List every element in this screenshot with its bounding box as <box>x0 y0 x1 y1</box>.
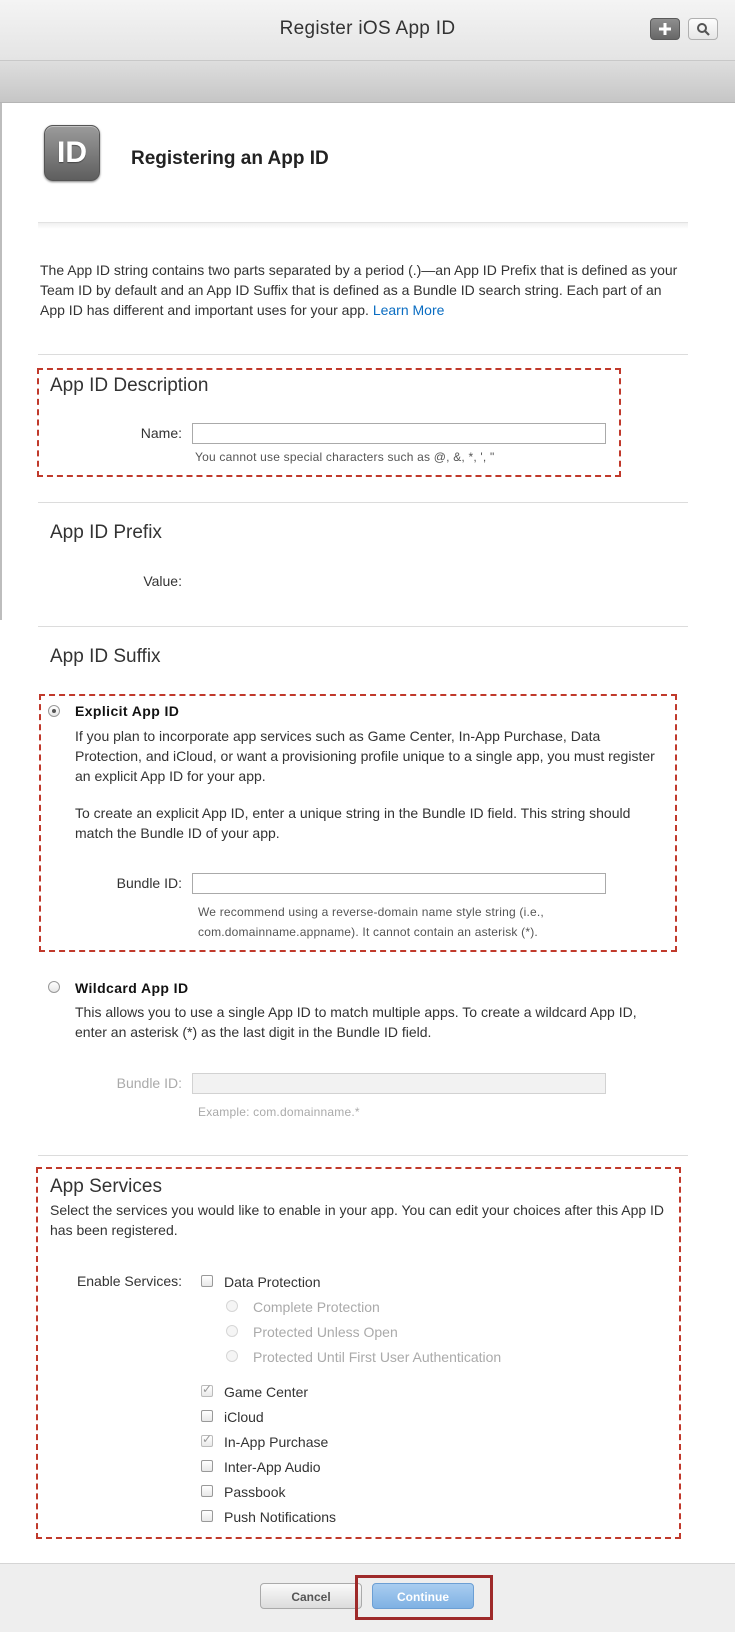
game-center-checkbox[interactable] <box>201 1385 213 1397</box>
suffix-section-title: App ID Suffix <box>50 646 161 667</box>
search-icon <box>696 22 710 36</box>
protected-until-auth-label: Protected Until First User Authentication <box>253 1349 502 1365</box>
prefix-section-title: App ID Prefix <box>50 522 162 543</box>
icloud-checkbox[interactable] <box>201 1410 213 1422</box>
passbook-checkbox[interactable] <box>201 1485 213 1497</box>
divider <box>38 502 688 503</box>
push-notifications-checkbox[interactable] <box>201 1510 213 1522</box>
name-hint: You cannot use special characters such as @, &, *, ', " <box>195 450 495 464</box>
page-title: Registering an App ID <box>131 148 329 169</box>
toolbar-band <box>0 61 735 103</box>
add-button[interactable] <box>650 18 680 40</box>
intro-text <box>40 260 680 320</box>
in-app-purchase-label: In-App Purchase <box>224 1434 329 1450</box>
explicit-bundle-hint-2: com.domainname.appname). It cannot contain an asterisk (*). <box>198 925 538 939</box>
game-center-label: Game Center <box>224 1384 309 1400</box>
hero-divider <box>38 222 688 229</box>
passbook-label: Passbook <box>224 1484 286 1500</box>
icloud-label: iCloud <box>224 1409 264 1425</box>
name-label: Name: <box>140 425 182 441</box>
push-notifications-label: Push Notifications <box>224 1509 337 1525</box>
data-protection-checkbox[interactable] <box>201 1275 213 1287</box>
protected-unless-open-radio[interactable] <box>226 1325 238 1337</box>
explicit-app-id-radio[interactable] <box>48 705 60 717</box>
explicit-instructions: To create an explicit App ID, enter a unique string in the Bundle ID field. This string should match the Bundle ID of your app. <box>75 805 631 841</box>
services-description: Select the services you would like to enable in your app. You can edit your choices after this App ID has been registered. <box>50 1202 665 1238</box>
cancel-button[interactable]: Cancel <box>260 1583 362 1609</box>
protected-unless-open-label: Protected Unless Open <box>253 1324 398 1340</box>
explicit-bundle-id-label: Bundle ID: <box>116 875 182 891</box>
in-app-purchase-checkbox[interactable] <box>201 1435 213 1447</box>
continue-button[interactable]: Continue <box>372 1583 474 1609</box>
explicit-bundle-id-field[interactable] <box>192 873 606 894</box>
complete-protection-label: Complete Protection <box>253 1299 380 1315</box>
description-section-title: App ID Description <box>50 375 209 396</box>
continue-highlight-box <box>355 1575 493 1620</box>
wildcard-app-id-title: Wildcard App ID <box>75 980 189 996</box>
explicit-app-id-title: Explicit App ID <box>75 703 180 719</box>
wildcard-bundle-id-label: Bundle ID: <box>116 1075 182 1091</box>
prefix-value-label: Value: <box>143 573 182 589</box>
learn-more-link[interactable]: Learn More <box>372 302 445 318</box>
explicit-description: If you plan to incorporate app services such as Game Center, In-App Purchase, Data Protection, and iCloud, or want a provisioning profile unique to a single app, you must register an explicit App ID for your app. <box>75 728 655 784</box>
top-bar <box>0 0 735 61</box>
app-id-icon <box>44 125 100 181</box>
enable-services-label: Enable Services: <box>76 1273 182 1289</box>
complete-protection-radio[interactable] <box>226 1300 238 1312</box>
name-field[interactable] <box>192 423 606 444</box>
inter-app-audio-checkbox[interactable] <box>201 1460 213 1472</box>
divider <box>38 354 688 355</box>
wildcard-bundle-hint: Example: com.domainname.* <box>198 1105 360 1119</box>
divider <box>38 626 688 627</box>
inter-app-audio-label: Inter-App Audio <box>224 1459 321 1475</box>
window-title: Register iOS App ID <box>279 18 456 39</box>
divider <box>38 1155 688 1156</box>
wildcard-app-id-radio[interactable] <box>48 981 60 993</box>
app-id-icon-text: ID <box>57 136 87 169</box>
plus-icon <box>657 21 673 37</box>
intro-paragraph: The App ID string contains two parts separated by a period (.)—an App ID Prefix that is defined as your Team ID by default and an App ID Suffix that is defined as a Bundle ID search string. Each part of an App ID has different and important uses for your app. <box>40 262 678 318</box>
wildcard-bundle-id-field[interactable] <box>192 1073 606 1094</box>
protected-until-auth-radio[interactable] <box>226 1350 238 1362</box>
wildcard-description: This allows you to use a single App ID to match multiple apps. To create a wildcard App ID, enter an asterisk (*) as the last digit in the Bundle ID field. <box>75 1004 637 1040</box>
search-button[interactable] <box>688 18 718 40</box>
explicit-bundle-hint-1: We recommend using a reverse-domain name style string (i.e., <box>198 905 544 919</box>
data-protection-label: Data Protection <box>224 1274 321 1290</box>
services-section-title: App Services <box>50 1176 162 1197</box>
